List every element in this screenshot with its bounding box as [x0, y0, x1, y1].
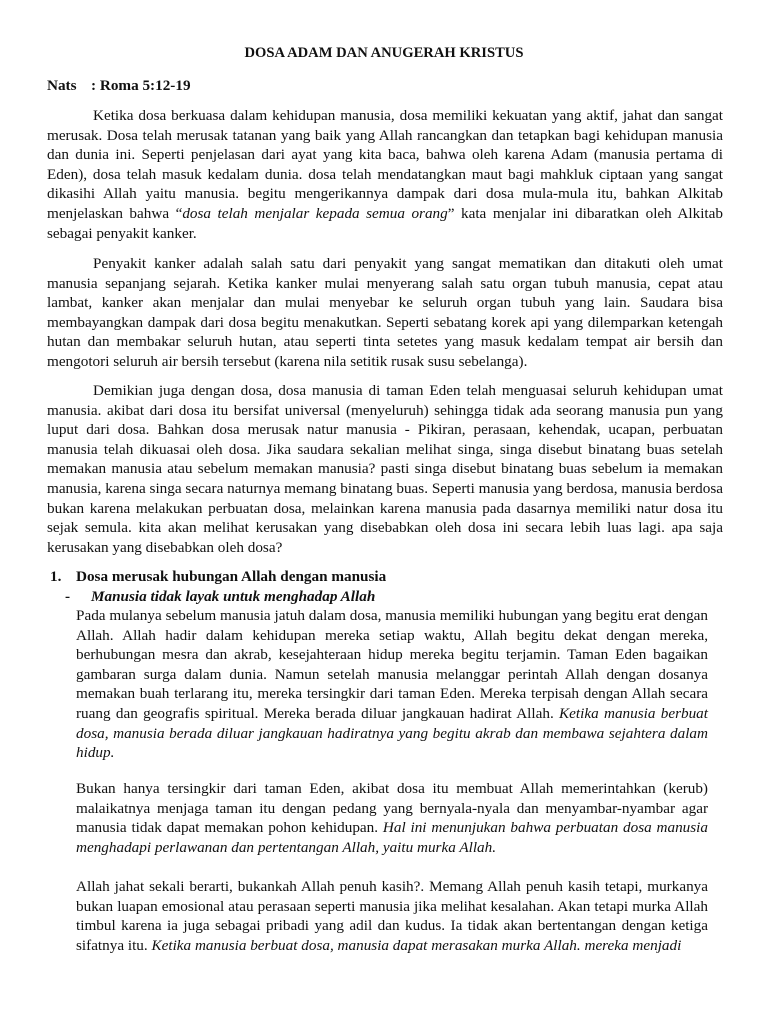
nats-label: Nats — [47, 77, 77, 94]
scripture-reference — [47, 76, 191, 96]
section-1-paragraph-2-emphasis: Hal ini menunjukan bahwa perbuatan dosa manusia menghadapi perlawanan dan pertentangan Allah, yaitu murka Allah. — [76, 819, 708, 856]
section-1-number: 1. — [50, 568, 62, 585]
paragraph-1: Ketika dosa berkuasa dalam kehidupan manusia, dosa memiliki kekuatan yang aktif, jahat dan sangat merusak. Dosa telah merusak tatanan yang baik yang Allah rancangkan dan tetapkan bagi kehidupan manusia dan dunia ini. Seperti penjelasan dari ayat yang kita baca, bahwa oleh karena Adam (manusia pertama di Eden), dosa telah masuk kedalam dunia. dosa telah mendatangkan maut bagi mahkluk ciptaan yang sangat dikasihi Allah yaitu manusia. begitu mengerikannya dampak dari dosa mula-mula itu, bahkan Alkitab menjelaskan bahwa “dosa telah menjalar kepada semua orang” kata menjalar ini dibaratkan oleh Alkitab sebagai penyakit kanker. — [47, 107, 723, 242]
section-1-paragraph-2: Bukan hanya tersingkir dari taman Eden, akibat dosa itu membuat Allah memerintahkan (kerub) malaikatnya menjaga taman itu dengan pedang yang bernyala-nyala dan menyambar-nyambar agar manusia tidak dapat memakan pohon kehidupan. Hal ini menunjukan bahwa perbuatan dosa manusia menghadapi perlawanan dan pertentangan Allah, yaitu murka Allah. — [76, 780, 708, 856]
section-1-paragraph-3-emphasis: Ketika manusia berbuat dosa, manusia dapat merasakan murka Allah. mereka menjadi — [151, 936, 682, 954]
subheading-dash: - — [65, 588, 71, 605]
paragraph-2: Penyakit kanker adalah salah satu dari penyakit yang sangat mematikan dan ditakuti oleh umat manusia sepanjang sejarah. Ketika kanker mulai menyerang salah satu organ tubuh manusia, cepat atau lambat, kanker akan menjalar dan mulai menyebar ke seluruh organ tubuh yang lain. Saudara bisa membayangkan dampak dari dosa begitu menakutkan. Seperti sebatang korek api yang dilemparkan ketengah hutan dan membakar seluruh hutan, atau seperti tinta setetes yang masuk kedalam tempat air bersih dan mengotori seluruh air bersih tersebut (karena nila setitik rusak susu sebelanga). — [47, 255, 723, 370]
paragraph-1-emphasis: dosa telah menjalar kepada semua orang — [182, 204, 448, 222]
section-1-title: Dosa merusak hubungan Allah dengan manusia — [76, 568, 387, 585]
subheading-text: Manusia tidak layak untuk menghadap Allah — [91, 588, 376, 605]
section-1-heading — [50, 567, 386, 587]
section-1-paragraph-1-emphasis: Ketika manusia berbuat dosa, manusia berada diluar jangkauan hadiratnya yang begitu akrab dan membawa sejahtera dalam hidup. — [76, 704, 708, 762]
section-1-subheading — [65, 587, 375, 607]
section-1-paragraph-3: Allah jahat sekali berarti, bukankah Allah penuh kasih?. Memang Allah penuh kasih tetapi, murkanya bukan luapan emosional atau perasaan seperti manusia jika melihat kesalahan. Akan tetapi murka Allah timbul karena ia juga sebagai pribadi yang adil dan kudus. Ia tidak akan bertentangan dengan ketiga sifatnya itu. Ketika manusia berbuat dosa, manusia dapat merasakan murka Allah. mereka menjadi — [76, 878, 708, 954]
document-title: DOSA ADAM DAN ANUGERAH KRISTUS — [244, 45, 524, 61]
section-1-paragraph-1: Pada mulanya sebelum manusia jatuh dalam dosa, manusia memiliki hubungan yang begitu erat dengan Allah. Allah hadir dalam kehidupan mereka setiap waktu, Allah begitu dekat dengan mereka, berhubungan mesra dan akrab, kesejahteraan hidup mereka begitu terjamin. Taman Eden bagaikan gambaran surga dalam dunia. Namun setelah manusia melanggar perintah Allah dengan dosanya memakan buah terlarang itu, mereka tersingkir dari taman Eden. Mereka terpisah dengan Allah secara ruang dan geografis spiritual. Mereka berada diluar jangkauan hadirat Allah. Ketika manusia berbuat dosa, manusia berada diluar jangkauan hadiratnya yang begitu akrab dan membawa sejahtera dalam hidup. — [76, 607, 708, 762]
nats-ref: : Roma 5:12-19 — [91, 77, 191, 94]
paragraph-3: Demikian juga dengan dosa, dosa manusia di taman Eden telah menguasai seluruh kehidupan umat manusia. akibat dari dosa itu bersifat universal (menyeluruh) sehingga tidak ada seorang manusia pun yang luput dari dosa. Bahkan dosa merusak natur manusia - Pikiran, perasaan, kehendak, ucapan, perbuatan manusia telah dikuasai oleh dosa. Jika saudara sekalian melihat singa, singa disebut binatang buas setelah memakan manusia atau sebelum memakan manusia? pasti singa disebut binatang buas sebelum ia memakan manusia, karena singa secara naturnya memang binatang buas. Seperti manusia yang berdosa, manusia berdosa bukan karena melakukan perbuatan dosa, melainkan karena manusia pada dasarnya memiliki natur dosa itu sejak semula. kita akan melihat kerusakan yang disebabkan oleh dosa ini secara lebih luas lagi. apa saja kerusakan yang disebabkan oleh dosa? — [47, 382, 723, 556]
